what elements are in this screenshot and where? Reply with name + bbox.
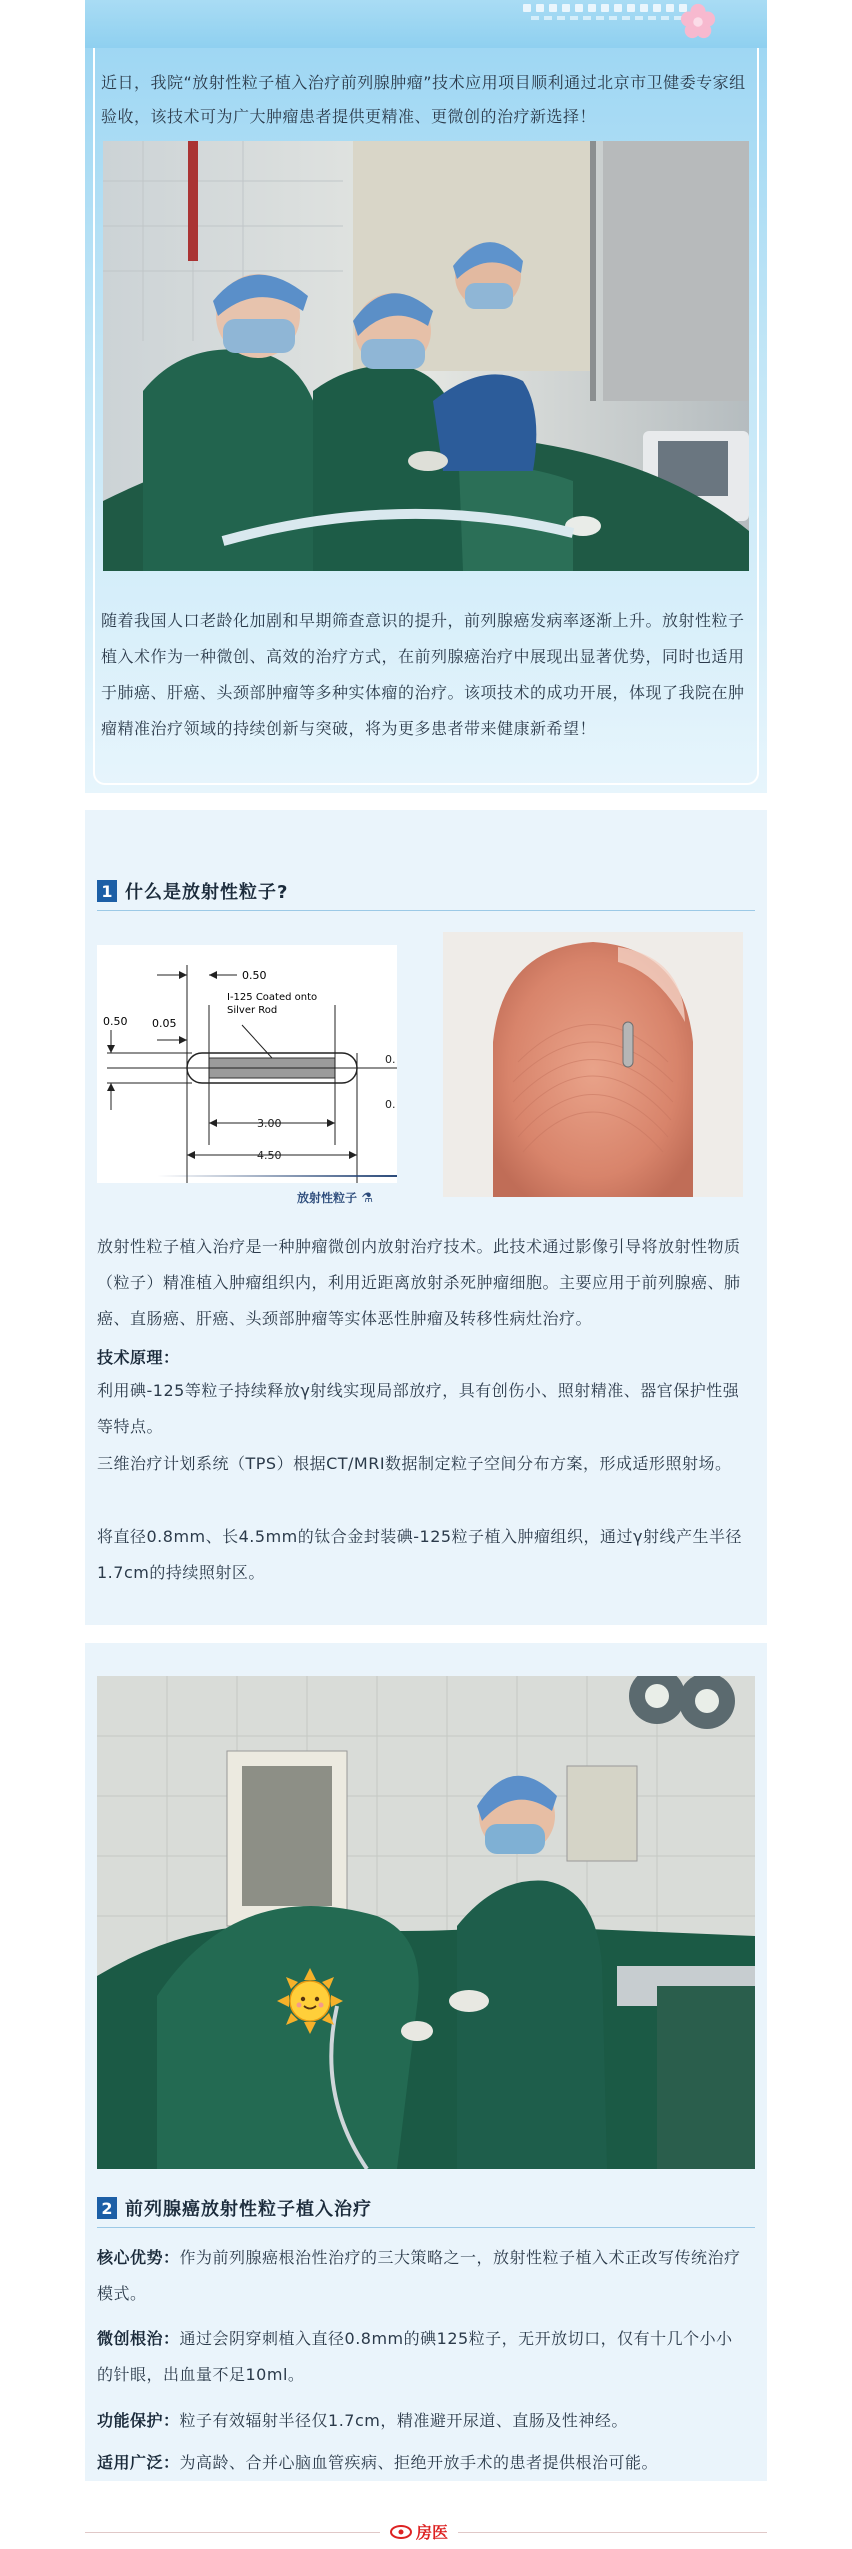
intro-text: 近日，我院“放射性粒子植入治疗前列腺肿瘤”技术应用项目顺利通过北京市卫健委专家组验收，该技术可为广大肿瘤患者提供更精准、更微创的治疗新选择！ bbox=[101, 73, 746, 126]
advantage-label: 核心优势： bbox=[97, 2248, 180, 2267]
dim-label-050-top: 0.50 bbox=[242, 969, 267, 982]
dim-label-cut: 0. bbox=[385, 1053, 396, 1066]
dim-label-050-left: 0.50 bbox=[103, 1015, 128, 1028]
flower-icon bbox=[679, 2, 717, 40]
section-title: 前列腺癌放射性粒子植入治疗 bbox=[125, 2199, 372, 2220]
seed-description: 放射性粒子植入治疗是一种肿瘤微创内放射治疗技术。此技术通过影像引导将放射性物质（粒子）精准植入肿瘤组织内，利用近距离放射杀死肿瘤细胞。主要应用于前列腺癌、肺癌、直肠癌、肝癌、头颈部肿瘤等实体恶性肿瘤及转移性病灶治疗。 bbox=[97, 1237, 741, 1328]
advantage-item-minimally-invasive bbox=[97, 2321, 747, 2393]
principle-point-1: 利用碘-125等粒子持续释放γ射线实现局部放疗，具有创伤小、照射精准、器官保护性强等特点。 bbox=[97, 1381, 740, 1436]
advantage-text: 粒子有效辐射半径仅1.7cm，精准避开尿道、直肠及性神经。 bbox=[179, 2411, 628, 2430]
prostate-treatment-card bbox=[85, 1643, 767, 2481]
principle-label: 技术原理： bbox=[97, 1348, 180, 1367]
syringe-icon: ⚗ bbox=[361, 1191, 373, 1206]
seed-dimension-diagram bbox=[97, 945, 397, 1183]
advantage-label: 功能保护： bbox=[97, 2411, 180, 2430]
banner-dots-decoration bbox=[523, 4, 687, 12]
section-title: 什么是放射性粒子? bbox=[125, 882, 289, 903]
principle-point-3: 将直径0.8mm、长4.5mm的钛合金封装碘-125粒子植入肿瘤组织，通过γ射线产生半径1.7cm的持续照射区。 bbox=[97, 1527, 743, 1582]
intro-body-text: 随着我国人口老龄化加剧和早期筛查意识的提升，前列腺癌发病率逐渐上升。放射性粒子植入术作为一种微创、高效的治疗方式，在前列腺癌治疗中展现出显著优势，同时也适用于肺癌、肝癌、头颈部肿瘤等多种实体瘤的治疗。该项技术的成功开展，体现了我院在肿瘤精准治疗领域的持续创新与突破，将为更多患者带来健康新希望！ bbox=[101, 611, 745, 738]
advantage-item-wide-applicability bbox=[97, 2445, 747, 2481]
advantage-text: 为高龄、合并心脑血管疾病、拒绝开放手术的患者提供根治可能。 bbox=[179, 2453, 659, 2472]
surgeon-operating-photo bbox=[97, 1676, 755, 2169]
seed-on-finger-photo bbox=[443, 932, 743, 1197]
section-heading-1 bbox=[97, 878, 755, 911]
advantage-item-core bbox=[97, 2240, 747, 2312]
section-number-badge: 1 bbox=[97, 880, 117, 902]
advantage-item-function-protection bbox=[97, 2403, 747, 2439]
diagram-caption bbox=[297, 1189, 373, 1206]
seed-intro-card bbox=[85, 810, 767, 1625]
sun-sticker-icon bbox=[275, 1966, 345, 2036]
coated-label: I-125 Coated onto Silver Rod bbox=[227, 992, 318, 1016]
top-banner bbox=[85, 0, 767, 48]
section-number-badge: 2 bbox=[97, 2197, 117, 2219]
advantage-text: 通过会阴穿刺植入直径0.8mm的碘125粒子，无开放切口，仅有十几个小小的针眼，出血量不足10ml。 bbox=[97, 2329, 733, 2384]
footer-logo bbox=[380, 2520, 458, 2543]
dim-label-450: 4.50 bbox=[257, 1149, 282, 1162]
banner-dots-decoration-2 bbox=[531, 16, 682, 20]
caption-underline bbox=[157, 1175, 397, 1177]
principle-point-2: 三维治疗计划系统（TPS）根据CT/MRI数据制定粒子空间分布方案，形成适形照射场。 bbox=[97, 1454, 732, 1473]
intro-card bbox=[85, 48, 767, 793]
diagram-caption-text: 放射性粒子 bbox=[297, 1191, 358, 1205]
footer-logo-text: 房医 bbox=[416, 2523, 449, 2542]
dim-label-cut-2: 0. bbox=[385, 1098, 396, 1111]
section-heading-2 bbox=[97, 2195, 755, 2228]
advantage-label: 适用广泛： bbox=[97, 2453, 180, 2472]
advantage-text: 作为前列腺癌根治性治疗的三大策略之一，放射性粒子植入术正改写传统治疗模式。 bbox=[97, 2248, 741, 2303]
dim-label-300: 3.00 bbox=[257, 1117, 282, 1130]
dim-label-005: 0.05 bbox=[152, 1017, 177, 1030]
advantage-label: 微创根治： bbox=[97, 2329, 180, 2348]
hospital-logo-icon bbox=[390, 2525, 412, 2539]
surgery-team-photo bbox=[103, 141, 749, 571]
